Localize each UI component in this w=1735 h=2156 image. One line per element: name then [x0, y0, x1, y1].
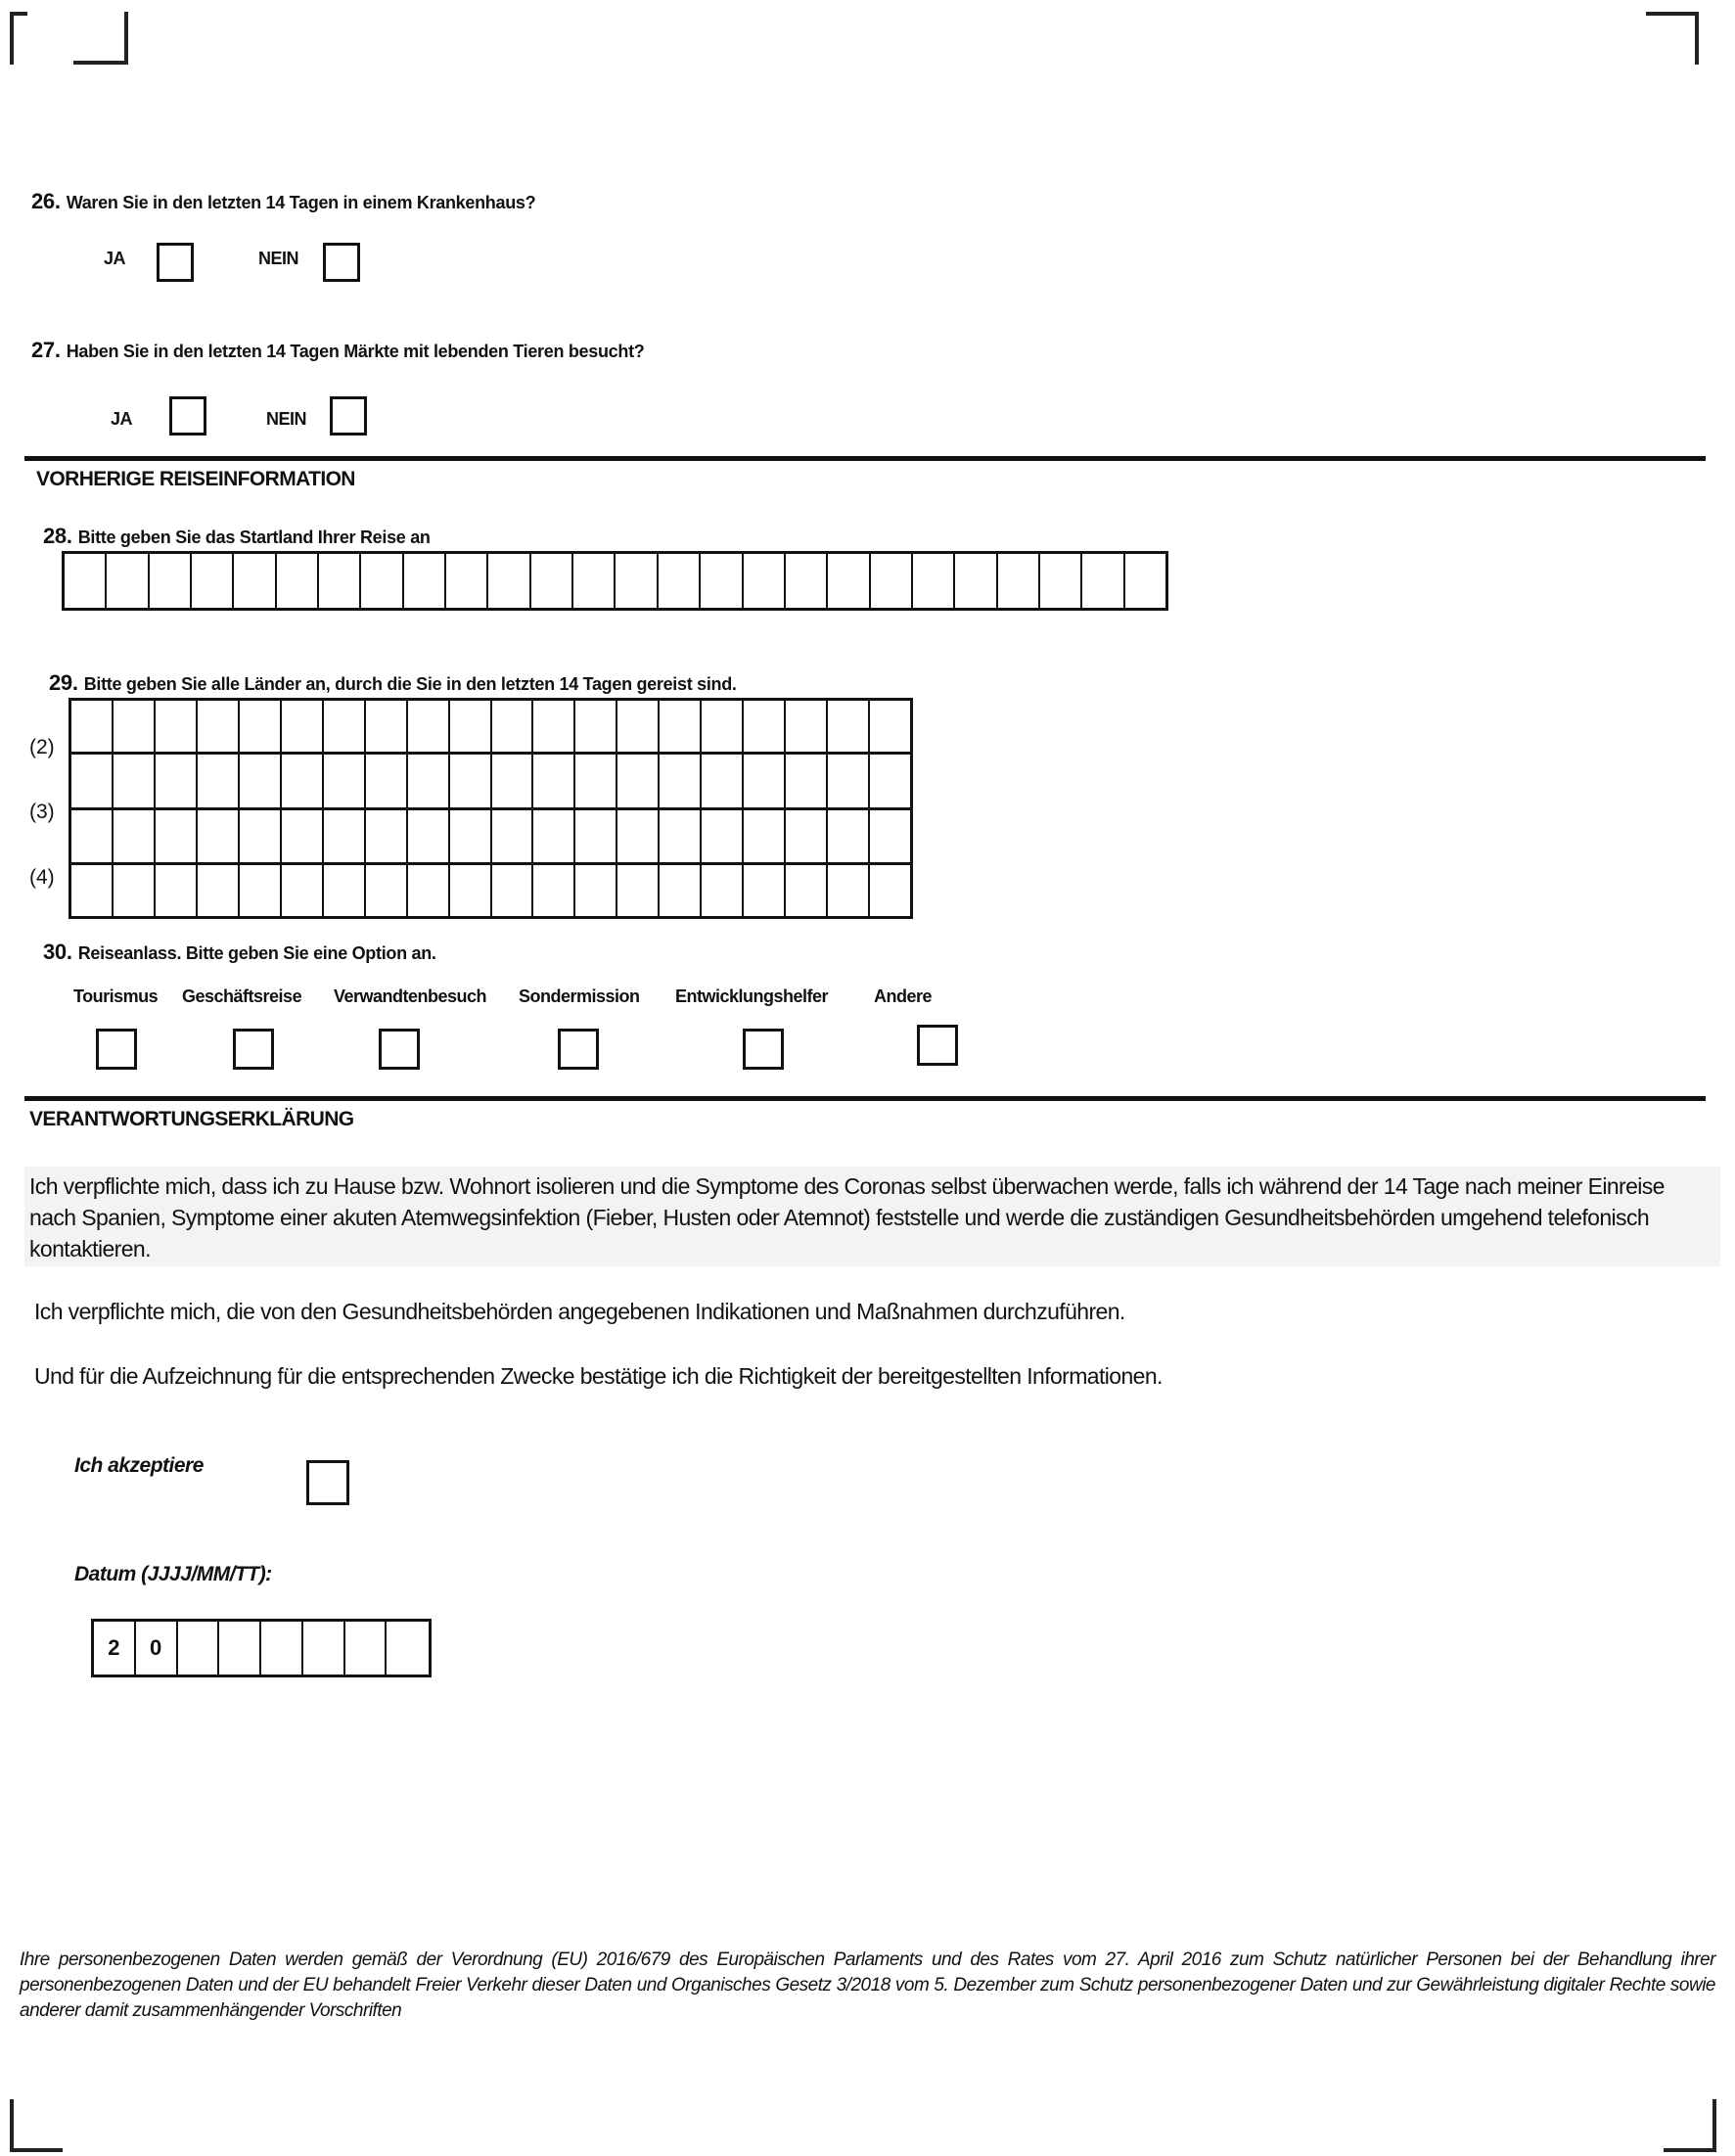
- question-number: 29.: [49, 670, 78, 695]
- accept-label: Ich akzeptiere: [74, 1454, 204, 1477]
- crop-mark-top-right: [1646, 12, 1699, 65]
- option-label-tourismus: Tourismus: [73, 986, 159, 1006]
- crop-mark-bottom-left: [10, 2099, 63, 2152]
- option-checkbox-andere[interactable]: [917, 1025, 958, 1066]
- question-number: 27.: [31, 338, 61, 362]
- q27-yes-label: JA: [111, 409, 133, 429]
- row-label-4: (4): [29, 866, 55, 889]
- transit-country-grid-row-4[interactable]: [68, 862, 913, 919]
- row-label-3: (3): [29, 801, 55, 823]
- question-number: 26.: [31, 189, 61, 213]
- date-input[interactable]: [91, 1619, 432, 1677]
- section-divider-travel: [24, 456, 1706, 461]
- date-label: Datum (JJJJ/MM/TT):: [74, 1563, 272, 1585]
- date-cell[interactable]: [303, 1622, 345, 1674]
- accept-checkbox[interactable]: [306, 1460, 349, 1505]
- question-26: [31, 189, 535, 214]
- date-cell[interactable]: [178, 1622, 220, 1674]
- option-label-verwandtenbesuch: Verwandtenbesuch: [334, 986, 487, 1006]
- q26-yes-label: JA: [104, 249, 126, 268]
- q26-yes-checkbox[interactable]: [157, 243, 194, 282]
- date-cell[interactable]: 2: [94, 1622, 136, 1674]
- question-number: 28.: [43, 524, 72, 548]
- question-text: Waren Sie in den letzten 14 Tagen in einem Krankenhaus?: [66, 193, 536, 212]
- question-number: 30.: [43, 940, 72, 964]
- option-checkbox-entwicklungshelfer[interactable]: [743, 1029, 784, 1070]
- declaration-paragraph-3: Und für die Aufzeichnung für die entsprechenden Zwecke bestätige ich die Richtigkeit der bereitgestellten Informationen.: [34, 1363, 1163, 1389]
- question-text: Bitte geben Sie alle Länder an, durch die Sie in den letzten 14 Tagen gereist sind.: [83, 674, 737, 694]
- question-text: Reiseanlass. Bitte geben Sie eine Option an.: [77, 943, 436, 963]
- privacy-notice: Ihre personenbezogenen Daten werden gemäß der Verordnung (EU) 2016/679 des Europäischen Parlaments und des Rates vom 27. April 2016 zum Schutz natürlicher Personen bei der Behandlung ihrer personenbezogenen Daten und der EU behandelt Freier Verkehr dieser Daten und Organisches Gesetz 3/2018 vom 5. Dezember zum Schutz personenbezogener Daten und zur Gewährleistung digitaler Rechte sowie anderer damit zusammenhängender Vorschriften: [20, 1950, 1715, 2021]
- option-checkbox-sondermission[interactable]: [558, 1029, 599, 1070]
- q27-yes-checkbox[interactable]: [169, 396, 206, 436]
- transit-country-grid-row-2[interactable]: [68, 752, 913, 810]
- q27-no-label: NEIN: [266, 409, 307, 429]
- option-label-andere: Andere: [874, 986, 933, 1006]
- q26-no-checkbox[interactable]: [323, 243, 360, 282]
- transit-country-grid-row-3[interactable]: [68, 807, 913, 865]
- option-label-entwicklungshelfer: Entwicklungshelfer: [675, 986, 829, 1006]
- date-cell[interactable]: 0: [136, 1622, 178, 1674]
- question-28: [43, 524, 431, 549]
- section-divider-declaration: [24, 1096, 1706, 1101]
- question-29: [49, 670, 737, 696]
- question-30: [43, 940, 436, 965]
- question-27: [31, 338, 644, 363]
- option-checkbox-tourismus[interactable]: [96, 1029, 137, 1070]
- date-cell[interactable]: [261, 1622, 303, 1674]
- crop-mark-top-left-b: [73, 12, 128, 65]
- date-cell[interactable]: [345, 1622, 388, 1674]
- crop-mark-top-left-a: [10, 12, 27, 65]
- row-label-2: (2): [29, 736, 55, 758]
- declaration-paragraph-1: Ich verpflichte mich, dass ich zu Hause bzw. Wohnort isolieren und die Symptome des Coronas selbst überwachen werde, falls ich während der 14 Tage nach meiner Einreise nach Spanien, Symptome einer akuten Atemwegsinfektion (Fieber, Husten oder Atemnot) feststelle und werde die zuständigen Gesundheitsbehörden umgehend telefonisch kontaktieren.: [29, 1173, 1665, 1261]
- q27-no-checkbox[interactable]: [330, 396, 367, 436]
- section-title-travel: VORHERIGE REISEINFORMATION: [36, 468, 355, 490]
- option-label-geschaeftsreise: Geschäftsreise: [182, 986, 302, 1006]
- question-text: Haben Sie in den letzten 14 Tagen Märkte mit lebenden Tieren besucht?: [66, 342, 645, 361]
- option-label-sondermission: Sondermission: [519, 986, 640, 1006]
- transit-country-grid-row-1[interactable]: [68, 698, 913, 755]
- date-cell[interactable]: [219, 1622, 261, 1674]
- option-checkbox-geschaeftsreise[interactable]: [233, 1029, 274, 1070]
- start-country-input-grid[interactable]: [62, 551, 1168, 611]
- crop-mark-bottom-right: [1664, 2099, 1716, 2152]
- question-text: Bitte geben Sie das Startland Ihrer Reise an: [77, 528, 431, 547]
- date-cell[interactable]: [387, 1622, 429, 1674]
- declaration-paragraph-2: Ich verpflichte mich, die von den Gesundheitsbehörden angegebenen Indikationen und Maßnahmen durchzuführen.: [34, 1299, 1125, 1324]
- section-title-declaration: VERANTWORTUNGSERKLÄRUNG: [29, 1108, 354, 1130]
- q26-no-label: NEIN: [258, 249, 299, 268]
- option-checkbox-verwandtenbesuch[interactable]: [379, 1029, 420, 1070]
